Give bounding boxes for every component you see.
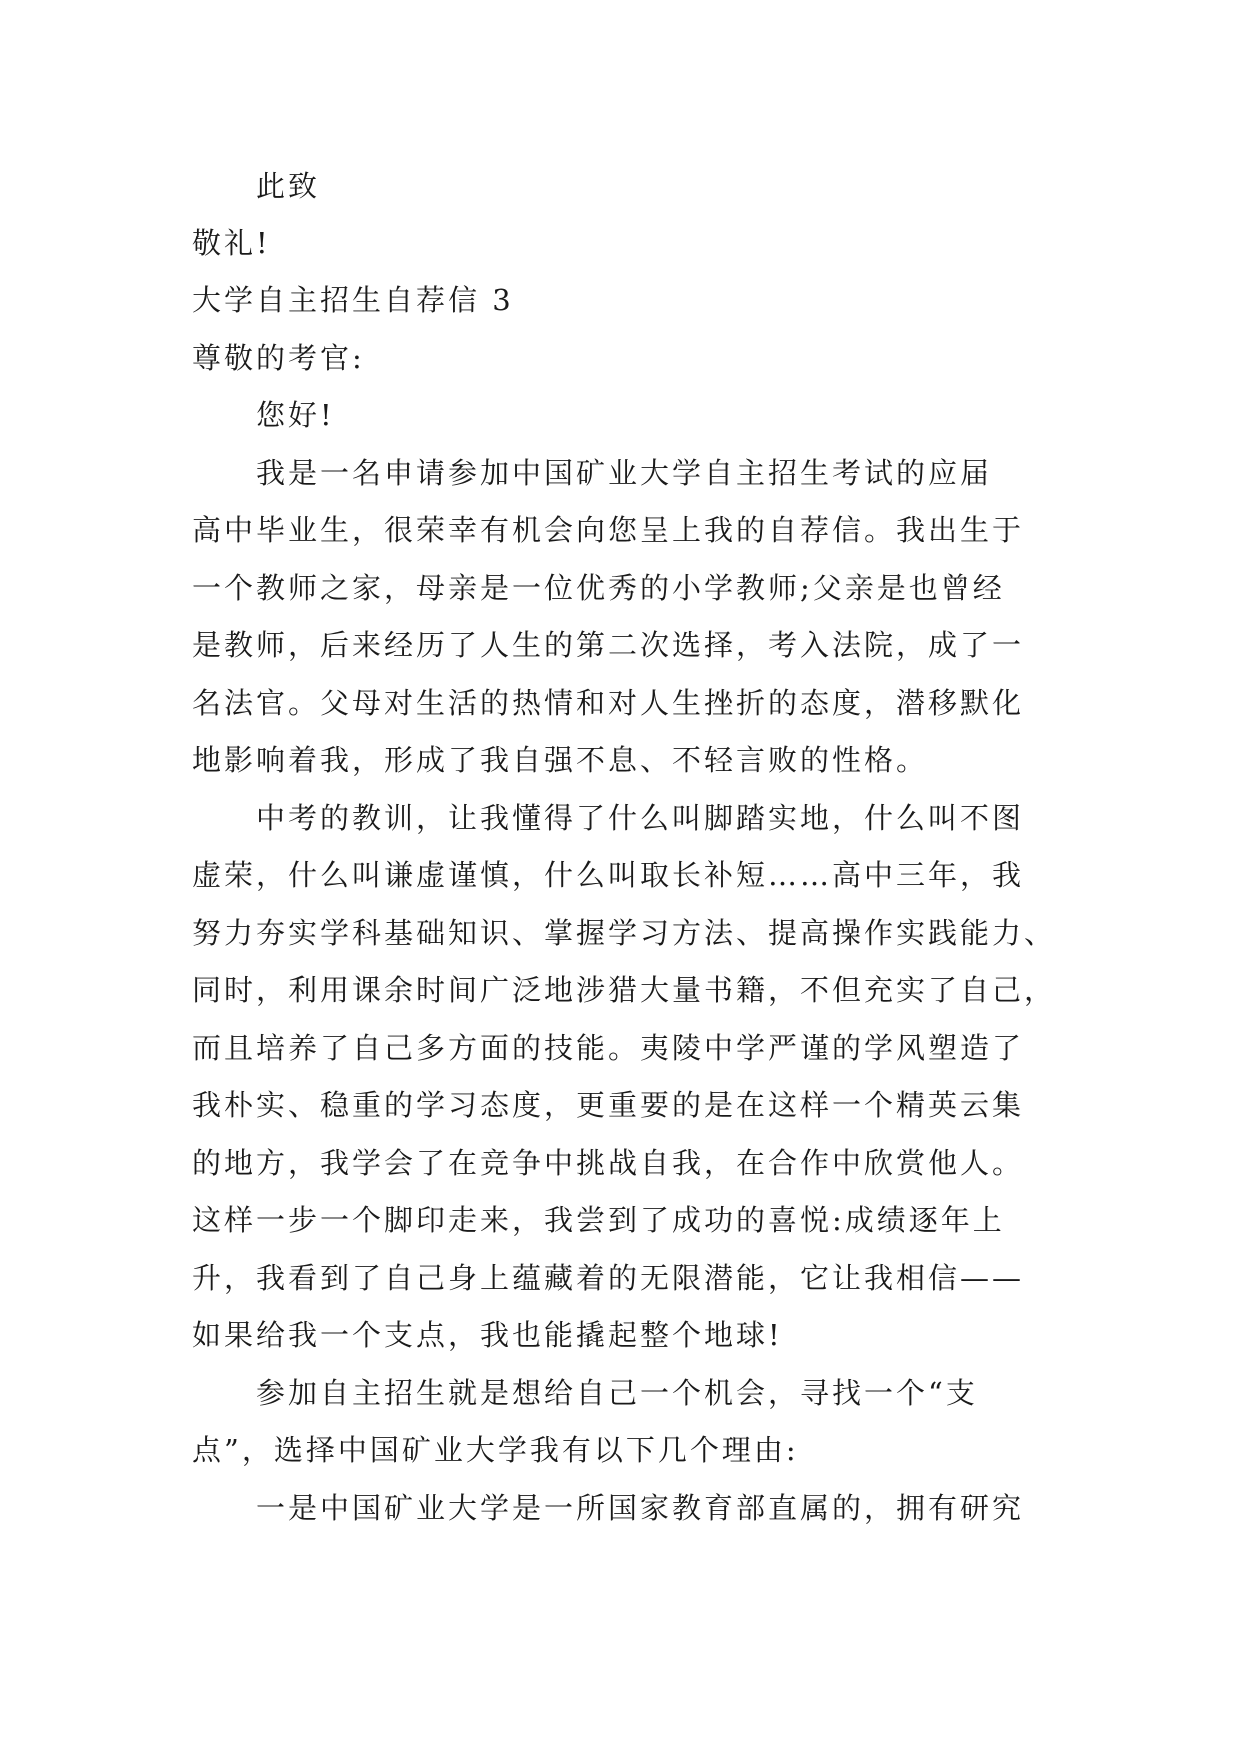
paragraph-line: 努力夯实学科基础知识、掌握学习方法、提高操作实践能力、 — [192, 916, 1057, 950]
paragraph-line: 的地方，我学会了在竞争中挑战自我，在合作中欣赏他人。 — [192, 1146, 1025, 1180]
paragraph-line: 升，我看到了自己身上蕴藏着的无限潜能，它让我相信—— — [192, 1261, 1025, 1295]
paragraph-line: 我是一名申请参加中国矿业大学自主招生考试的应届 — [256, 456, 993, 490]
paragraph-line: 参加自主招生就是想给自己一个机会，寻找一个“支 — [256, 1376, 978, 1410]
paragraph-line: 点”，选择中国矿业大学我有以下几个理由: — [192, 1433, 799, 1467]
closing-salute-2: 敬礼! — [192, 226, 271, 260]
letter-hello: 您好! — [256, 398, 335, 432]
paragraph-line: 这样一步一个脚印走来，我尝到了成功的喜悦:成绩逐年上 — [192, 1203, 1005, 1237]
paragraph-line: 如果给我一个支点，我也能撬起整个地球! — [192, 1318, 783, 1352]
letter-title: 大学自主招生自荐信 3 — [192, 283, 514, 317]
paragraph-line: 一是中国矿业大学是一所国家教育部直属的，拥有研究 — [256, 1491, 1025, 1525]
paragraph-line: 是教师，后来经历了人生的第二次选择，考入法院，成了一 — [192, 628, 1025, 662]
paragraph-line: 地影响着我，形成了我自强不息、不轻言败的性格。 — [192, 743, 929, 777]
paragraph-line: 高中毕业生，很荣幸有机会向您呈上我的自荐信。我出生于 — [192, 513, 1025, 547]
paragraph-line: 名法官。父母对生活的热情和对人生挫折的态度，潜移默化 — [192, 686, 1025, 720]
closing-salute-1: 此致 — [256, 169, 321, 203]
paragraph-line: 中考的教训，让我懂得了什么叫脚踏实地，什么叫不图 — [256, 801, 1025, 835]
paragraph-line: 虚荣，什么叫谦虚谨慎，什么叫取长补短……高中三年，我 — [192, 858, 1025, 892]
paragraph-line: 而且培养了自己多方面的技能。夷陵中学严谨的学风塑造了 — [192, 1031, 1025, 1065]
paragraph-line: 一个教师之家，母亲是一位优秀的小学教师;父亲是也曾经 — [192, 571, 1005, 605]
paragraph-line: 我朴实、稳重的学习态度，更重要的是在这样一个精英云集 — [192, 1088, 1025, 1122]
paragraph-line: 同时，利用课余时间广泛地涉猎大量书籍，不但充实了自己， — [192, 973, 1057, 1007]
letter-greeting: 尊敬的考官: — [192, 341, 365, 375]
